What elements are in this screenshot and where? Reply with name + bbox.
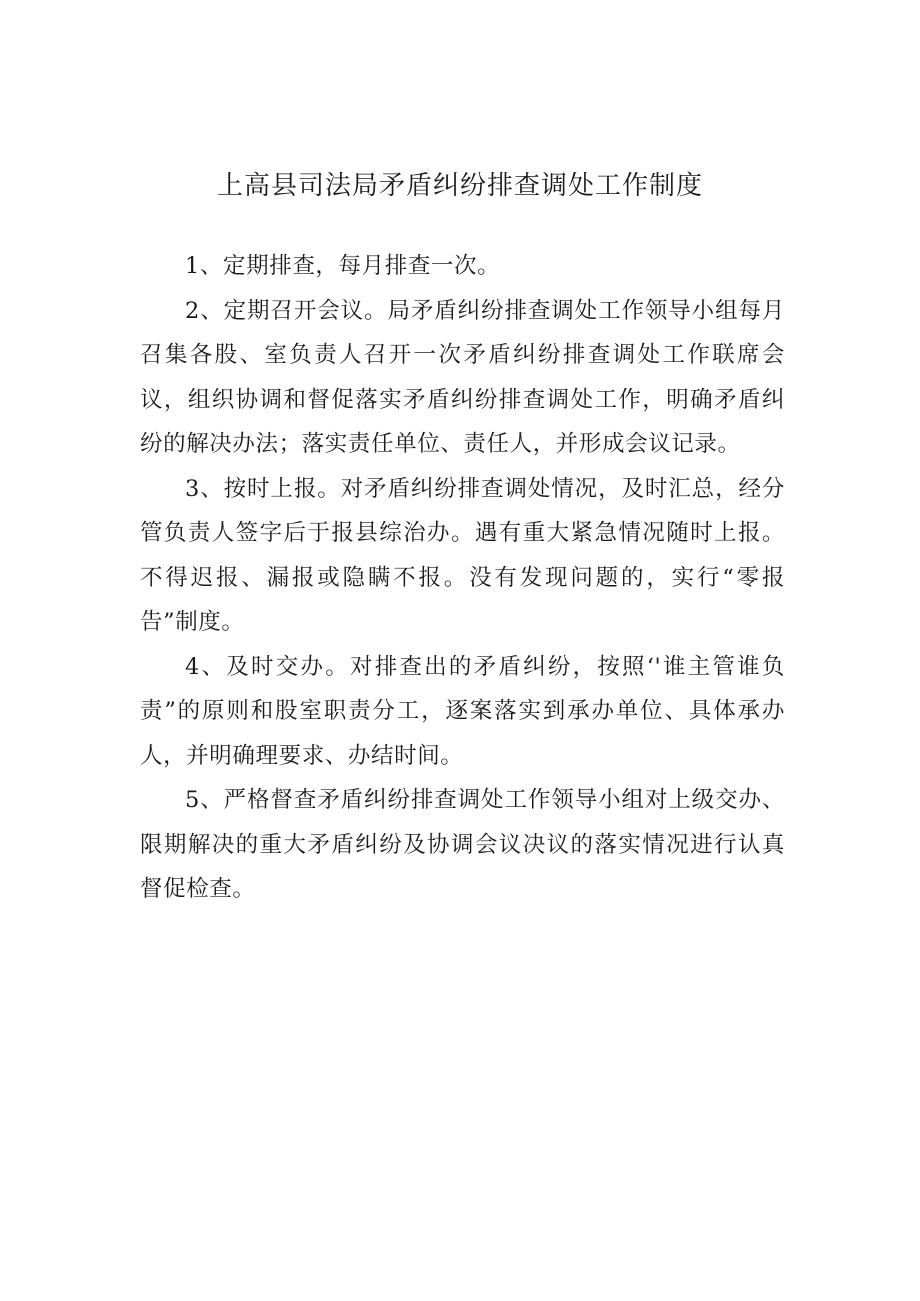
paragraph-2: 2、定期召开会议。局矛盾纠纷排查调处工作领导小组每月召集各股、室负责人召开一次矛盾纠纷排查调处工作联席会议，组织协调和督促落实矛盾纠纷排查调处工作，明确矛盾纠纷的解决办法；落实责任单位、责任人，并形成会议记录。 [140, 297, 785, 457]
paragraph-1: 1、定期排查，每月排查一次。 [185, 253, 501, 279]
paragraph-4: 4、及时交办。对排查出的矛盾纠纷，按照‘'谁主管谁负责”的原则和股室职责分工，逐案落实到承办单位、具体承办人，并明确理要求、办结时间。 [140, 653, 785, 769]
document-title: 上高县司法局矛盾纠纷排查调处工作制度 [216, 171, 703, 201]
paragraph-5: 5、严格督查矛盾纠纷排查调处工作领导小组对上级交办、限期解决的重大矛盾纠纷及协调会议决议的落实情况进行认真督促检查。 [140, 787, 785, 902]
paragraph-3: 3、按时上报。对矛盾纠纷排查调处情况，及时汇总，经分管负责人签字后于报县综治办。遇有重大紧急情况随时上报。不得迟报、漏报或隐瞒不报。没有发现问题的，实行“零报告”制度。 [140, 475, 785, 635]
document-body [140, 244, 785, 912]
